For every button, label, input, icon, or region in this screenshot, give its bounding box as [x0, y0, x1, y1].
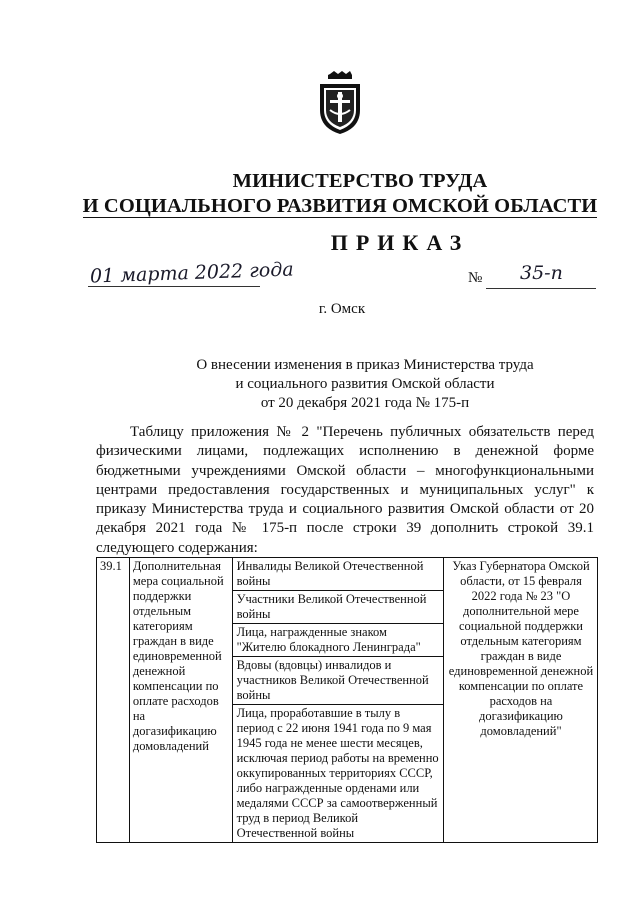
- measure-cell: Дополнительная мера социальной поддержки отдельным категориям граждан в виде единовременной денежной компенсации по оплате расходов на догазификацию домовладений: [129, 558, 232, 843]
- coat-of-arms-icon: [316, 70, 364, 136]
- order-subject: О внесении изменения в приказ Министерства труда и социального развития Омской области от 20 декабря 2021 года № 175-п: [196, 357, 534, 411]
- body-paragraph: Таблицу приложения № 2 "Перечень публичных обязательств перед физическими лицами, подлежащих исполнению в денежной форме бюджетными учреждениями Омской области – многофункциональными центрами предоставления государственных и муниципальных услуг" к приказу Министерства труда и социального развития Омской области от 20 декабря 2021 года № 175-п после строки 39 дополнить строкой 39.1 следующего содержания:: [96, 424, 594, 556]
- category-item: Лица, награжденные знаком "Жителю блокадного Ленинграда": [233, 624, 443, 657]
- number-underline: [486, 288, 596, 289]
- document-type: ПРИКАЗ: [330, 230, 470, 255]
- category-item: Инвалиды Великой Отечественной войны: [233, 558, 443, 591]
- table-row: [97, 558, 598, 843]
- amendment-table: [96, 557, 598, 843]
- city: г. Омск: [318, 301, 366, 317]
- categories-cell: [232, 558, 443, 843]
- date-underline: [88, 286, 260, 287]
- ministry-name-line1: МИНИСТЕРСТВО ТРУДА: [232, 170, 488, 192]
- category-item: Участники Великой Отечественной войны: [233, 591, 443, 624]
- category-item: Вдовы (вдовцы) инвалидов и участников Великой Отечественной войны: [233, 657, 443, 705]
- number-label: №: [468, 270, 483, 286]
- order-date: 01 марта 2022 года: [89, 258, 294, 288]
- row-number: 39.1: [97, 558, 130, 843]
- category-item: Лица, проработавшие в тылу в период с 22 июня 1941 года по 9 мая 1945 года не менее шести месяцев, исключая период работы на временно оккупированных территориях СССР, либо награжденные орденами или медалями СССР за самоотверженный труд в период Великой Отечественной войны: [236, 706, 439, 840]
- ministry-name-line2: И СОЦИАЛЬНОГО РАЗВИТИЯ ОМСКОЙ ОБЛАСТИ: [82, 195, 598, 217]
- decree-cell: Указ Губернатора Омской области, от 15 февраля 2022 года № 23 "О дополнительной мере социальной поддержки отдельным категориям граждан в виде единовременной денежной компенсации по оплате расходов на догазификацию домовладений": [443, 558, 597, 843]
- order-number: 35-п: [520, 262, 563, 284]
